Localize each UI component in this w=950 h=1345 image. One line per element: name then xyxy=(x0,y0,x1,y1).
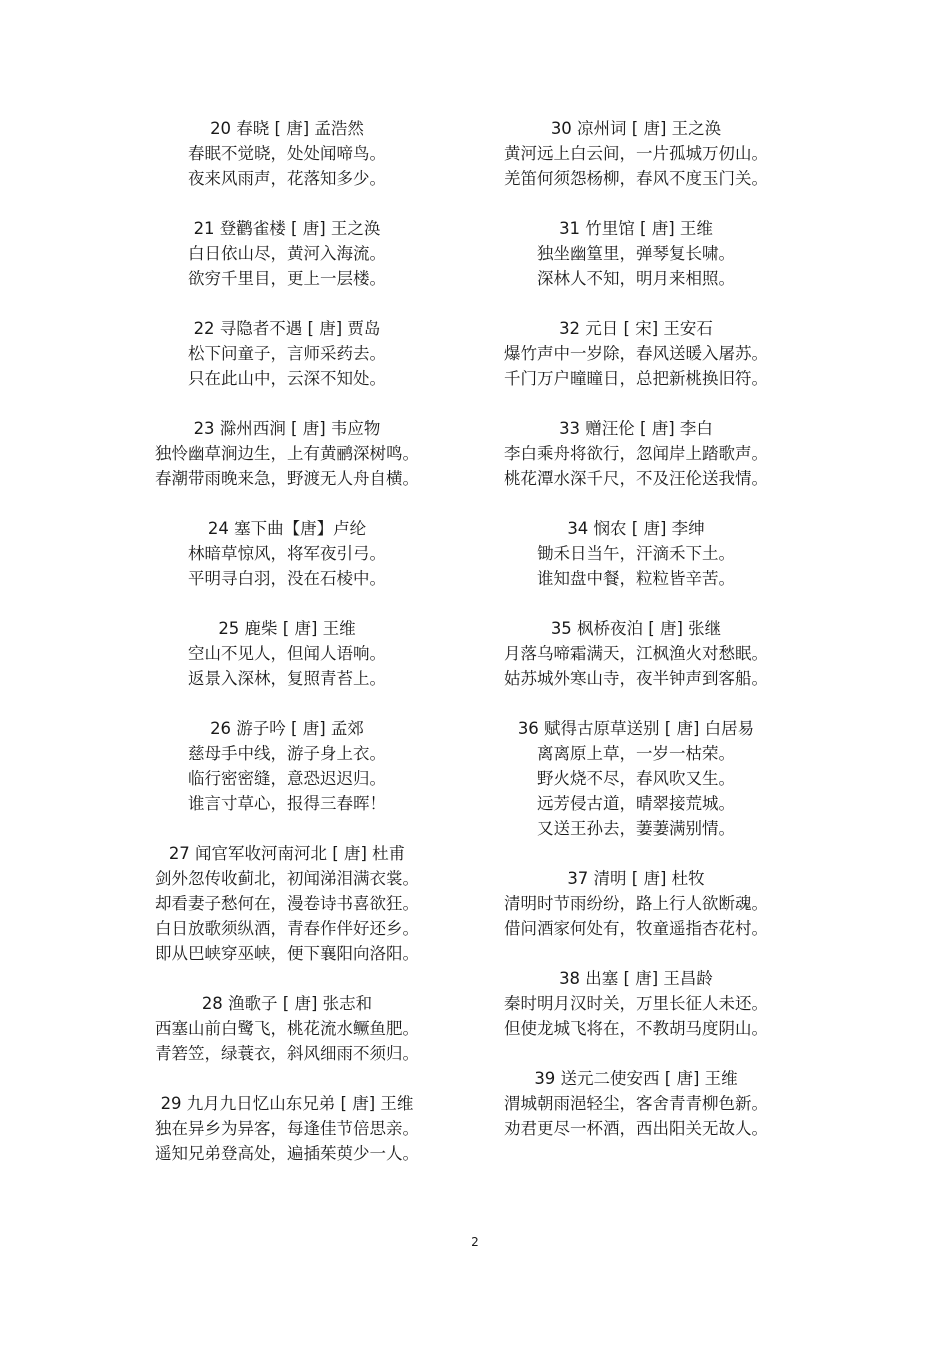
poem-line: 遥知兄弟登高处，遍插茱萸少一人。 xyxy=(155,1144,419,1163)
poem-block xyxy=(127,991,447,1066)
poem-line: 只在此山中，云深不知处。 xyxy=(188,369,386,388)
poem-title: 27 闻官军收河南河北 [ 唐] 杜甫 xyxy=(168,844,406,863)
poem-line: 远芳侵古道，晴翠接荒城。 xyxy=(537,794,735,813)
poem-line: 借问酒家何处有，牧童遥指杏花村。 xyxy=(504,919,768,938)
poem-title: 35 枫桥夜泊 [ 唐] 张继 xyxy=(550,619,722,638)
poem-line: 锄禾日当午，汗滴禾下土。 xyxy=(537,544,735,563)
poem-block xyxy=(476,1066,796,1141)
poem-block xyxy=(127,716,447,816)
poem-line: 慈母手中线，游子身上衣。 xyxy=(188,744,386,763)
poem-line: 夜来风雨声，花落知多少。 xyxy=(188,169,386,188)
poem-line: 独在异乡为异客，每逢佳节倍思亲。 xyxy=(155,1119,419,1138)
poem-line: 羌笛何须怨杨柳，春风不度玉门关。 xyxy=(504,169,768,188)
poem-block xyxy=(476,966,796,1041)
poem-block xyxy=(476,616,796,691)
poem-line: 春潮带雨晚来急，野渡无人舟自横。 xyxy=(155,469,419,488)
poem-line: 西塞山前白鹭飞，桃花流水鳜鱼肥。 xyxy=(155,1019,419,1038)
poem-line: 又送王孙去，萋萋满别情。 xyxy=(537,819,735,838)
poem-line: 谁知盘中餐，粒粒皆辛苦。 xyxy=(537,569,735,588)
poem-line: 白日放歌须纵酒，青春作伴好还乡。 xyxy=(155,919,419,938)
poem-line: 独坐幽篁里，弹琴复长啸。 xyxy=(537,244,735,263)
poem-title: 37 清明 [ 唐] 杜牧 xyxy=(567,869,705,888)
poem-title: 24 塞下曲【唐】卢纶 xyxy=(207,519,367,538)
poem-line: 林暗草惊风，将军夜引弓。 xyxy=(188,544,386,563)
poem-line: 深林人不知，明月来相照。 xyxy=(537,269,735,288)
poem-block xyxy=(476,716,796,841)
poem-block xyxy=(127,416,447,491)
poem-title: 29 九月九日忆山东兄弟 [ 唐] 王维 xyxy=(160,1094,414,1113)
poem-line: 黄河远上白云间，一片孤城万仞山。 xyxy=(504,144,768,163)
poem-block xyxy=(127,841,447,966)
poem-title: 25 鹿柴 [ 唐] 王维 xyxy=(218,619,356,638)
poem-title: 31 竹里馆 [ 唐] 王维 xyxy=(559,219,713,238)
poem-title: 20 春晓 [ 唐] 孟浩然 xyxy=(210,119,364,138)
poem-block xyxy=(127,316,447,391)
page-number: 2 xyxy=(471,1235,479,1249)
poem-line: 独怜幽草涧边生，上有黄鹂深树鸣。 xyxy=(155,444,419,463)
poem-line: 野火烧不尽，春风吹又生。 xyxy=(537,769,735,788)
poem-line: 姑苏城外寒山寺，夜半钟声到客船。 xyxy=(504,669,768,688)
poem-title: 33 赠汪伦 [ 唐] 李白 xyxy=(559,419,713,438)
poem-line: 松下问童子，言师采药去。 xyxy=(188,344,386,363)
poem-line: 渭城朝雨浥轻尘，客舍青青柳色新。 xyxy=(504,1094,768,1113)
right-poem-column xyxy=(476,116,796,1166)
poem-title: 28 渔歌子 [ 唐] 张志和 xyxy=(201,994,373,1013)
poem-line: 李白乘舟将欲行，忽闻岸上踏歌声。 xyxy=(504,444,768,463)
poem-block xyxy=(127,616,447,691)
poem-line: 临行密密缝，意恐迟迟归。 xyxy=(188,769,386,788)
poem-title: 34 悯农 [ 唐] 李绅 xyxy=(567,519,705,538)
poem-title: 39 送元二使安西 [ 唐] 王维 xyxy=(534,1069,738,1088)
poem-block xyxy=(127,516,447,591)
poem-line: 桃花潭水深千尺，不及汪伦送我情。 xyxy=(504,469,768,488)
poem-title: 21 登鹳雀楼 [ 唐] 王之涣 xyxy=(193,219,381,238)
poem-title: 30 凉州词 [ 唐] 王之涣 xyxy=(550,119,722,138)
poem-line: 但使龙城飞将在，不教胡马度阴山。 xyxy=(504,1019,768,1038)
poem-block xyxy=(127,216,447,291)
poem-line: 青箬笠，绿蓑衣，斜风细雨不须归。 xyxy=(155,1044,419,1063)
poem-title: 36 赋得古原草送别 [ 唐] 白居易 xyxy=(517,719,755,738)
poem-line: 秦时明月汉时关，万里长征人未还。 xyxy=(504,994,768,1013)
poem-line: 返景入深林，复照青苔上。 xyxy=(188,669,386,688)
poem-title: 26 游子吟 [ 唐] 孟郊 xyxy=(210,719,364,738)
poem-title: 38 出塞 [ 唐] 王昌龄 xyxy=(559,969,713,988)
poem-line: 白日依山尽，黄河入海流。 xyxy=(188,244,386,263)
poem-line: 月落乌啼霜满天，江枫渔火对愁眠。 xyxy=(504,644,768,663)
poem-title: 32 元日 [ 宋] 王安石 xyxy=(559,319,713,338)
poem-block xyxy=(476,516,796,591)
poem-line: 即从巴峡穿巫峡，便下襄阳向洛阳。 xyxy=(155,944,419,963)
poem-block xyxy=(476,316,796,391)
poem-line: 清明时节雨纷纷，路上行人欲断魂。 xyxy=(504,894,768,913)
poem-line: 爆竹声中一岁除，春风送暖入屠苏。 xyxy=(504,344,768,363)
poem-line: 平明寻白羽，没在石棱中。 xyxy=(188,569,386,588)
poem-line: 千门万户曈曈日，总把新桃换旧符。 xyxy=(504,369,768,388)
poem-block xyxy=(476,866,796,941)
poem-title: 23 滁州西涧 [ 唐] 韦应物 xyxy=(193,419,381,438)
poem-line: 谁言寸草心，报得三春晖！ xyxy=(188,794,386,813)
left-poem-column xyxy=(127,116,447,1191)
poem-block xyxy=(476,216,796,291)
poem-line: 剑外忽传收蓟北，初闻涕泪满衣裳。 xyxy=(155,869,419,888)
poem-block xyxy=(476,416,796,491)
poem-line: 离离原上草，一岁一枯荣。 xyxy=(537,744,735,763)
poem-block xyxy=(476,116,796,191)
poem-block xyxy=(127,1091,447,1166)
poem-line: 欲穷千里目，更上一层楼。 xyxy=(188,269,386,288)
poem-line: 空山不见人，但闻人语响。 xyxy=(188,644,386,663)
poem-line: 劝君更尽一杯酒，西出阳关无故人。 xyxy=(504,1119,768,1138)
poem-line: 春眠不觉晓，处处闻啼鸟。 xyxy=(188,144,386,163)
poem-block xyxy=(127,116,447,191)
poem-title: 22 寻隐者不遇 [ 唐] 贾岛 xyxy=(193,319,381,338)
poem-line: 却看妻子愁何在，漫卷诗书喜欲狂。 xyxy=(155,894,419,913)
